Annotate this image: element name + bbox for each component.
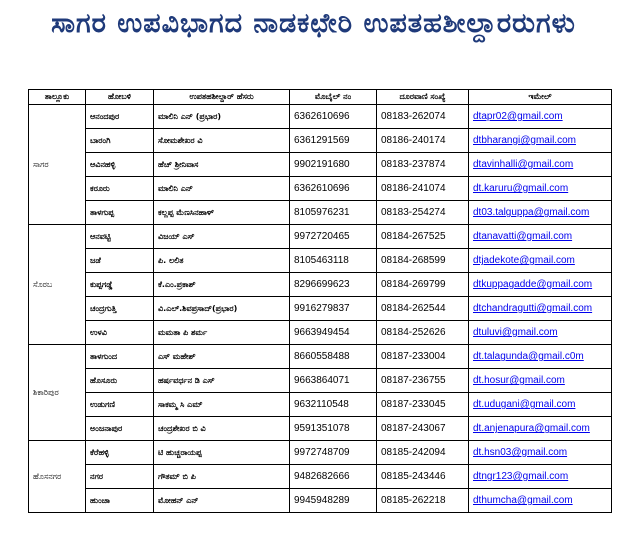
mobile-cell: 9663949454 <box>290 321 377 345</box>
phone-cell: 08184-268599 <box>377 249 469 273</box>
name-cell: ಟಿ ಹುಚ್ಚರಾಯಪ್ಪ <box>154 441 290 465</box>
hobli-cell: ಆವಿನಹಳ್ಳಿ <box>86 153 154 177</box>
table-row <box>29 489 612 513</box>
hobli-cell: ಉಳವಿ <box>86 321 154 345</box>
hobli-cell: ಹೊಸೂರು <box>86 369 154 393</box>
mobile-cell: 6361291569 <box>290 129 377 153</box>
phone-cell: 08185-243446 <box>377 465 469 489</box>
table-row <box>29 393 612 417</box>
tahsildar-table <box>28 89 612 513</box>
hobli-cell: ಬಾರಂಗಿ <box>86 129 154 153</box>
phone-cell: 08183-262074 <box>377 105 469 129</box>
phone-cell: 08183-254274 <box>377 201 469 225</box>
taluk-cell: ಶಿಕಾರಿಪುರ <box>29 345 86 441</box>
name-cell: ಸೋಮಶೇಖರ ವಿ <box>154 129 290 153</box>
email-link[interactable]: dt.hosur@gmail.com <box>469 369 612 393</box>
phone-cell: 08187-233045 <box>377 393 469 417</box>
name-cell: ಮಮತಾ ಪಿ ಶರ್ಮ <box>154 321 290 345</box>
mobile-cell: 8105976231 <box>290 201 377 225</box>
phone-cell: 08184-262544 <box>377 297 469 321</box>
table-row <box>29 177 612 201</box>
email-link[interactable]: dt.anjenapura@gmail.com <box>469 417 612 441</box>
table-row <box>29 273 612 297</box>
header-mobile: ಮೊಬೈಲ್ ನಂ <box>290 90 377 105</box>
table-row <box>29 249 612 273</box>
phone-cell: 08185-242094 <box>377 441 469 465</box>
table-row <box>29 321 612 345</box>
hobli-cell: ತಾಳಗುಂದ <box>86 345 154 369</box>
email-link[interactable]: dtngr123@gmail.com <box>469 465 612 489</box>
name-cell: ಹರ್ಷವರ್ಧನ ಡಿ ಎಸ್ <box>154 369 290 393</box>
hobli-cell: ಹುಂಚಾ <box>86 489 154 513</box>
phone-cell: 08185-262218 <box>377 489 469 513</box>
phone-cell: 08184-269799 <box>377 273 469 297</box>
phone-cell: 08187-236755 <box>377 369 469 393</box>
hobli-cell: ಜಡೆ <box>86 249 154 273</box>
name-cell: ಸಾಕಮ್ಮ ಸಿ ಎಮ್ <box>154 393 290 417</box>
email-link[interactable]: dtchandragutti@gmail.com <box>469 297 612 321</box>
email-link[interactable]: dtapr02@gmail.com <box>469 105 612 129</box>
email-link[interactable]: dt.hsn03@gmail.com <box>469 441 612 465</box>
header-name: ಉಪತಹಶೀಲ್ದಾರ್ ಹೆಸರು <box>154 90 290 105</box>
name-cell: ಗೌತಮ್ ಬಿ ಪಿ <box>154 465 290 489</box>
table-row <box>29 105 612 129</box>
phone-cell: 08184-267525 <box>377 225 469 249</box>
phone-cell: 08187-243067 <box>377 417 469 441</box>
email-link[interactable]: dtanavatti@gmail.com <box>469 225 612 249</box>
header-email: ಇಮೇಲ್ <box>469 90 612 105</box>
hobli-cell: ಉಡುಗಣಿ <box>86 393 154 417</box>
hobli-cell: ನಗರ <box>86 465 154 489</box>
email-link[interactable]: dt.talagunda@gmail.c0m <box>469 345 612 369</box>
mobile-cell: 9663864071 <box>290 369 377 393</box>
mobile-cell: 9916279837 <box>290 297 377 321</box>
email-link[interactable]: dt03.talguppa@gmail.com <box>469 201 612 225</box>
phone-cell: 08186-241074 <box>377 177 469 201</box>
mobile-cell: 9632110548 <box>290 393 377 417</box>
email-link[interactable]: dt.udugani@gmail.com <box>469 393 612 417</box>
hobli-cell: ತಾಳಗುಪ್ಪ <box>86 201 154 225</box>
name-cell: ವಿ.ಎಲ್.ಶಿವಪ್ರಸಾದ್(ಪ್ರಭಾರ) <box>154 297 290 321</box>
hobli-cell: ಚಂದ್ರಗುತ್ತಿ <box>86 297 154 321</box>
email-link[interactable]: dtkuppagadde@gmail.com <box>469 273 612 297</box>
table-row <box>29 129 612 153</box>
mobile-cell: 8660558488 <box>290 345 377 369</box>
phone-cell: 08186-240174 <box>377 129 469 153</box>
mobile-cell: 8296699623 <box>290 273 377 297</box>
name-cell: ಚಂದ್ರಶೇಖರ ಬಿ ವಿ <box>154 417 290 441</box>
name-cell: ಮೋಹನ್ ಎನ್ <box>154 489 290 513</box>
email-link[interactable]: dt.karuru@gmail.com <box>469 177 612 201</box>
hobli-cell: ಆನಂದಪುರ <box>86 105 154 129</box>
header-row <box>29 90 612 105</box>
table-row <box>29 465 612 489</box>
table-row <box>29 441 612 465</box>
page-title: ಸಾಗರ ಉಪವಿಭಾಗದ ನಾಡಕಛೇರಿ ಉಪತಹಶೀಲ್ದಾರರುಗಳು <box>51 8 576 39</box>
taluk-cell: ಹೊಸನಗರ <box>29 441 86 513</box>
header-hobli: ಹೋಬಳಿ <box>86 90 154 105</box>
name-cell: ಕೆ.ಎಂ.ಪ್ರಕಾಶ್ <box>154 273 290 297</box>
mobile-cell: 6362610696 <box>290 177 377 201</box>
hobli-cell: ಆನವಟ್ಟಿ <box>86 225 154 249</box>
hobli-cell: ಅಂಜನಾಪುರ <box>86 417 154 441</box>
header-phone: ದೂರವಾಣಿ ಸಂಖ್ಯೆ <box>377 90 469 105</box>
table-row <box>29 369 612 393</box>
mobile-cell: 8105463118 <box>290 249 377 273</box>
mobile-cell: 9972720465 <box>290 225 377 249</box>
table-row <box>29 153 612 177</box>
mobile-cell: 9945948289 <box>290 489 377 513</box>
table-row <box>29 201 612 225</box>
name-cell: ಪಿ. ಲಲಿತ <box>154 249 290 273</box>
phone-cell: 08184-252626 <box>377 321 469 345</box>
name-cell: ಮಾಲಿನಿ ಎನ್ (ಪ್ರಭಾರ) <box>154 105 290 129</box>
hobli-cell: ಕುಪ್ಪಗಡ್ಡೆ <box>86 273 154 297</box>
hobli-cell: ಕೆರೆಹಳ್ಳಿ <box>86 441 154 465</box>
table-row <box>29 417 612 441</box>
table-row <box>29 297 612 321</box>
name-cell: ಮಾಲಿನಿ ಎನ್ <box>154 177 290 201</box>
email-link[interactable]: dtuluvi@gmail.com <box>469 321 612 345</box>
mobile-cell: 9972748709 <box>290 441 377 465</box>
mobile-cell: 9482682666 <box>290 465 377 489</box>
header-taluk: ತಾಲ್ಲೂಕು <box>29 90 86 105</box>
name-cell: ಕಲ್ಲಪ್ಪ ಮೆಣಸಿನಹಾಳ್ <box>154 201 290 225</box>
hobli-cell: ಕರೂರು <box>86 177 154 201</box>
email-link[interactable]: dtbharangi@gmail.com <box>469 129 612 153</box>
name-cell: ಹೆಚ್ ಶ್ರೀನಿವಾಸ <box>154 153 290 177</box>
taluk-cell: ಸಾಗರ <box>29 105 86 225</box>
table-row <box>29 225 612 249</box>
phone-cell: 08187-233004 <box>377 345 469 369</box>
mobile-cell: 9591351078 <box>290 417 377 441</box>
email-link[interactable]: dtavinhalli@gmail.com <box>469 153 612 177</box>
name-cell: ವಿಜಯ್ ಎಸ್ <box>154 225 290 249</box>
email-link[interactable]: dtjadekote@gmail.com <box>469 249 612 273</box>
mobile-cell: 9902191680 <box>290 153 377 177</box>
phone-cell: 08183-237874 <box>377 153 469 177</box>
mobile-cell: 6362610696 <box>290 105 377 129</box>
table-body <box>29 105 612 513</box>
table-row <box>29 345 612 369</box>
name-cell: ಎಸ್ ಮಹೇಶ್ <box>154 345 290 369</box>
taluk-cell: ಸೊರಬ <box>29 225 86 345</box>
email-link[interactable]: dthumcha@gmail.com <box>469 489 612 513</box>
